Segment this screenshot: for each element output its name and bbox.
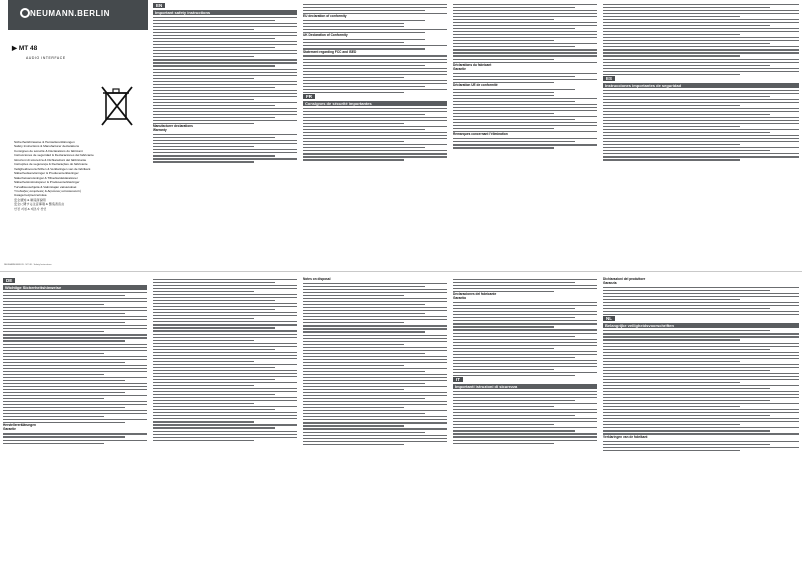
fr-manufacturer-heading: Déclarations du fabricant	[453, 62, 492, 67]
fr-warranty-heading: Garantie	[453, 66, 466, 71]
section-es-badge: ES	[603, 76, 615, 81]
product-type: AUDIO INTERFACE	[26, 56, 66, 60]
model-name: ▶ MT 48	[12, 45, 38, 52]
de-continued-panel	[150, 275, 300, 567]
fr-heading: Consignes de sécurité importantes	[303, 101, 447, 106]
lang-item: Instruções de segurança & Declarações do fabricante	[14, 162, 88, 167]
lang-item: Sikkerhetsinstruksjoner & Produsenterklæringer	[14, 180, 80, 185]
fold-line	[0, 271, 802, 272]
es-panel-top	[600, 0, 802, 270]
it-heading: Importanti istruzioni di sicurezza	[453, 384, 597, 389]
de-warranty-heading: Garantie	[3, 427, 16, 432]
en-disposal-heading: Notes on disposal	[303, 277, 331, 281]
it-manufacturer-heading: Dichiarazioni del produttore	[603, 277, 646, 281]
brand-header	[8, 0, 148, 30]
nl-manufacturer-heading: Verklaringen van de fabrikant	[603, 434, 648, 439]
section-en-badge: EN	[153, 3, 165, 8]
fr-disposal-heading: Remarques concernant l'élimination	[453, 132, 508, 137]
de-panel	[0, 275, 150, 567]
lang-item: Säkerhetsanvisningar & Tillverkardeklarationer	[14, 175, 78, 180]
fcc-heading: Statement regarding FCC and ISED	[303, 49, 357, 54]
lang-item: Veiligheidsvoorschriften & Verklaringen van de fabrikant	[14, 166, 91, 171]
ukca-heading: UK Declaration of Conformity	[303, 33, 348, 38]
en-warranty-heading: Warranty	[153, 128, 167, 133]
lang-item: 安全に関する注意事項 & 製造者宣言	[14, 202, 65, 207]
lang-item: Turvallisuusohjeita & Valmistajan vakuutukset	[14, 184, 77, 189]
en-panel	[150, 0, 300, 270]
es-heading: Instrucciones importantes de seguridad	[603, 83, 799, 88]
section-it-badge: IT	[453, 377, 463, 382]
ce-heading: EU declaration of conformity	[303, 14, 347, 19]
disposal-panel	[300, 275, 450, 567]
cover-footer: NEUMANN.BERLIN · MT 48 · Safety Instructions	[4, 264, 52, 266]
nl-heading: Belangrijke veiligheidsvoorschriften	[603, 323, 799, 328]
lang-item: Uwaga bezpieczeństwa	[14, 193, 47, 198]
de-heading: Wichtige Sicherheitshinweise	[3, 285, 147, 290]
lang-item: Sikkerhedsanvisninger & Producenterklæringer	[14, 171, 79, 176]
lang-item: Sicherheitshinweise & Herstellererklärungen	[14, 140, 75, 144]
nl-panel	[600, 275, 802, 567]
en-heading: Important safety instructions	[153, 10, 297, 15]
lang-item: Υποδείξεις ασφαλείας & Δηλώσεις κατασκευαστή	[14, 188, 81, 193]
section-de-badge: DE	[3, 278, 15, 283]
fr-panel	[450, 0, 600, 270]
section-nl-badge: NL	[603, 316, 615, 321]
weee-bin-icon	[100, 85, 134, 127]
it-warranty-heading: Garanzia	[603, 281, 617, 286]
fr-ce-heading: Déclaration UE de conformité	[453, 82, 498, 87]
language-list	[14, 140, 132, 211]
lang-item: Instrucciones de seguridad & Declaraciones del fabricante	[14, 153, 94, 158]
neumann-logo-icon	[20, 8, 30, 18]
lang-item: Safety Instructions & Manufacturer declarations	[14, 144, 80, 149]
de-manufacturer-heading: Herstellererklärungen	[3, 423, 36, 428]
brand-name: NEUMANN.BERLIN	[30, 9, 110, 18]
es-panel	[450, 275, 600, 567]
lang-item: Istruzioni di sicurezza & Dichiarazioni del fabbricante	[14, 157, 87, 162]
es-manufacturer-heading: Declaraciones del fabricante	[453, 292, 497, 297]
en-body	[153, 17, 297, 124]
cover-panel	[0, 0, 150, 270]
en-continued-panel	[300, 0, 450, 270]
lang-item: 安全须知 & 制造商说明	[14, 197, 46, 202]
section-fr-badge: FR	[303, 94, 315, 99]
lang-item: Consignes de sécurité & Déclarations du fabricant	[14, 148, 83, 153]
lang-item: 안전 지침 & 제조사 선언	[14, 206, 47, 211]
en-manufacturer-heading: Manufacturer declarations	[153, 124, 193, 129]
model-label: MT 48	[18, 45, 38, 52]
es-warranty-heading: Garantía	[453, 296, 466, 301]
